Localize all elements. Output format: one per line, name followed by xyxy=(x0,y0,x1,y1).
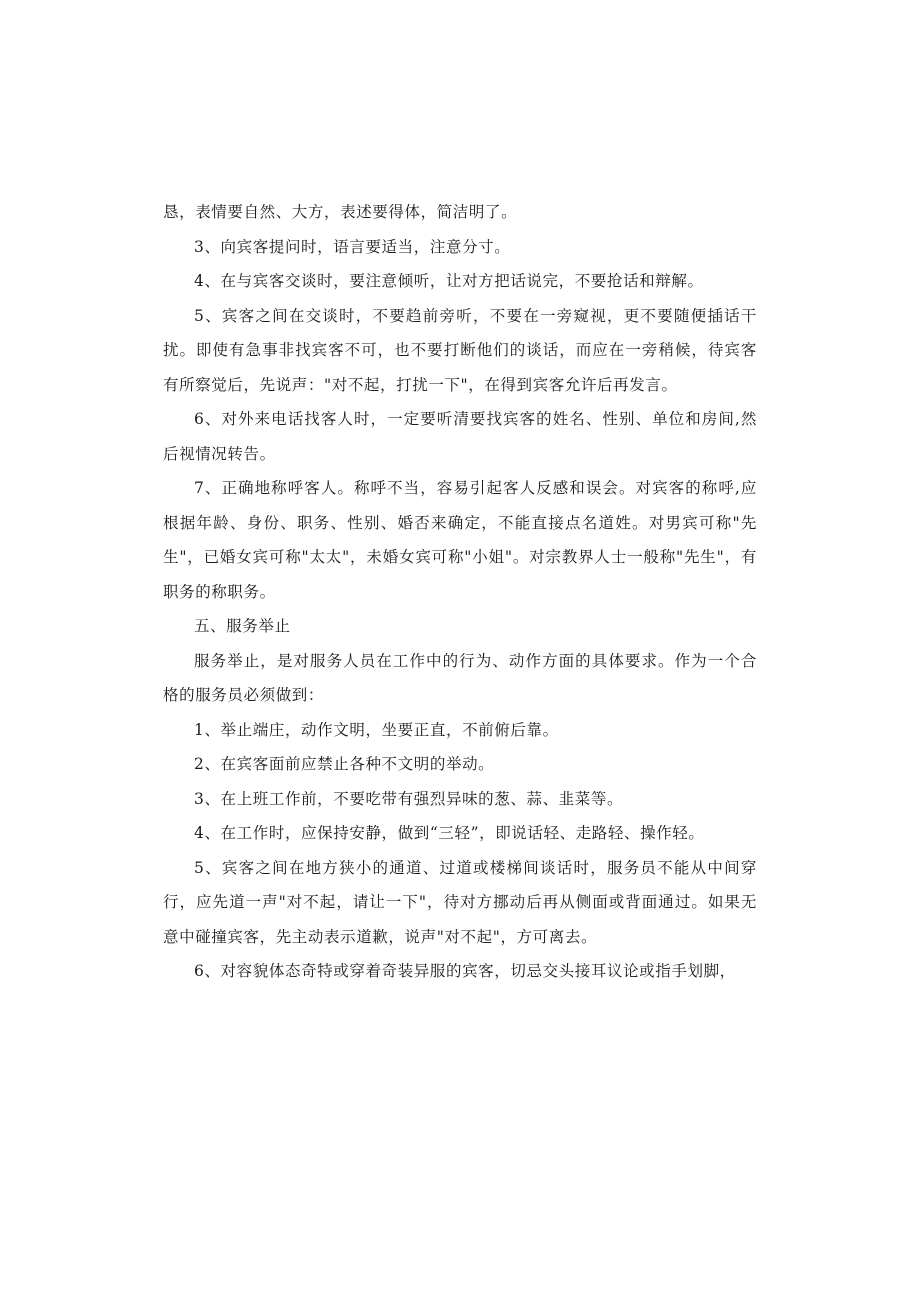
paragraph-item-4b: 4、在工作时，应保持安静，做到“三轻”，即说话轻、走路轻、操作轻。 xyxy=(194,824,705,842)
paragraph-item-6: 6、对外来电话找客人时，一定要听清要找宾客的姓名、性别、单位和房间,然后视情况转告。 xyxy=(163,410,757,463)
document-body xyxy=(163,195,757,989)
paragraph-item-4: 4、在与宾客交谈时，要注意倾听，让对方把话说完，不要抢话和辩解。 xyxy=(194,272,704,290)
paragraph-item-5b: 5、宾客之间在地方狭小的通道、过道或楼梯间谈话时，服务员不能从中间穿行，应先道一声"对不起，请让一下"，待对方挪动后再从侧面或背面通过。如果无意中碰撞宾客，先主动表示道歉，说声"对不起"，方可离去。 xyxy=(163,858,757,946)
section-heading: 五、服务举止 xyxy=(194,617,291,635)
paragraph-item-5: 5、宾客之间在交谈时，不要趋前旁听，不要在一旁窥视，更不要随便插话干扰。即使有急事非找宾客不可，也不要打断他们的谈话，而应在一旁稍候，待宾客有所察觉后，先说声："对不起，打扰一下"，在得到宾客允许后再发言。 xyxy=(163,306,757,394)
paragraph-item-3b: 3、在上班工作前，不要吃带有强烈异味的葱、蒜、韭菜等。 xyxy=(194,789,624,808)
section-intro: 服务举止，是对服务人员在工作中的行为、动作方面的具体要求。作为一个合格的服务员必须做到： xyxy=(163,651,757,704)
paragraph-item-1: 1、举止端庄，动作文明，坐要正直，不前俯后靠。 xyxy=(194,720,559,739)
paragraph-item-6b: 6、对容貌体态奇特或穿着奇装异服的宾客，切忌交头接耳议论或指手划脚， xyxy=(194,962,736,980)
paragraph-continuation: 恳，表情要自然、大方，表述要得体，简洁明了。 xyxy=(163,203,518,221)
paragraph-item-7: 7、正确地称呼客人。称呼不当，容易引起客人反感和误会。对宾客的称呼,应根据年龄、身份、职务、性别、婚否来确定，不能直接点名道姓。对男宾可称"先生"，已婚女宾可称"太太"，未婚女宾可称"小姐"。对宗教界人士一般称"先生"，有职务的称职务。 xyxy=(163,479,757,601)
paragraph-item-3: 3、向宾客提问时，语言要适当，注意分寸。 xyxy=(194,237,511,256)
paragraph-item-2: 2、在宾客面前应禁止各种不文明的举动。 xyxy=(194,755,495,773)
